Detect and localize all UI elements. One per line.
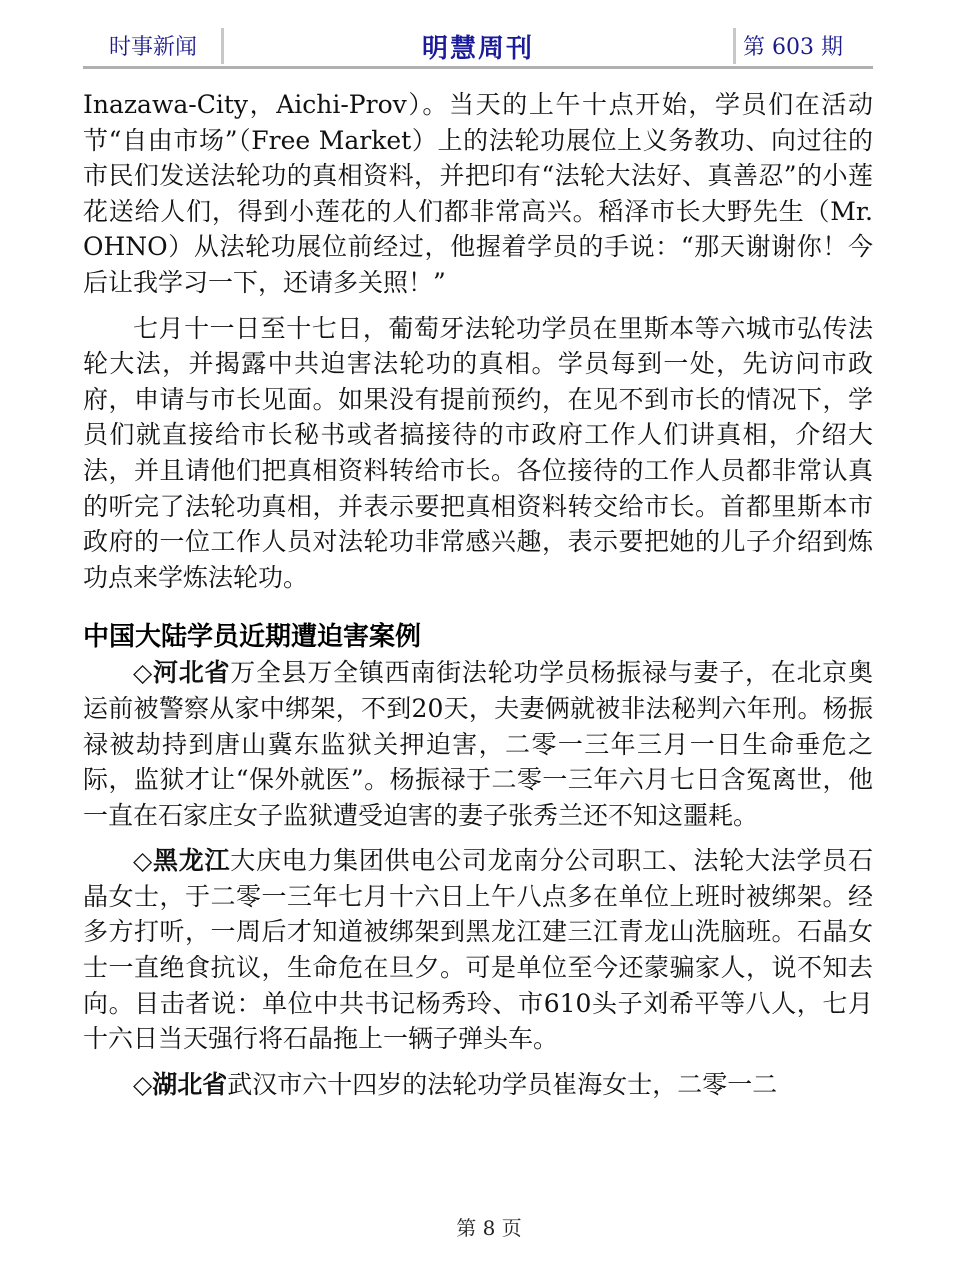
header-rule [83, 66, 873, 69]
paragraph: Inazawa-City，Aichi-Prov）。当天的上午十点开始，学员们在活动节“自由市场”（Free Market）上的法轮功展位上义务教功、向过往的市民们发送法轮功的真相资料，并把印有“法轮大法好、真善忍”的小莲花送给人们，得到小莲花的人们都非常高兴。稻泽市长大野先生（Mr. OHNO）从法轮功展位前经过，他握着学员的手说：“那天谢谢你！今后让我学习一下，还请多关照！” [83, 90, 873, 297]
province-label: 黑龙江 [152, 846, 231, 876]
case-paragraph [83, 655, 873, 833]
province-label: 河北省 [152, 658, 231, 688]
publication-title: 明慧周刊 [421, 34, 534, 64]
page-header [83, 26, 873, 66]
page-number: 第 8 页 [456, 1216, 522, 1240]
issue-number: 第 603 期 [743, 35, 843, 60]
case-text: 万全县万全镇西南街法轮功学员杨振禄与妻子，在北京奥运前被警察从家中绑架，不到20天，夫妻俩就被非法秘判六年刑。杨振禄被劫持到唐山冀东监狱关押迫害，二零一三年三月一日生命垂危之际，监狱才让“保外就医”。杨振禄于二零一三年六月七日含冤离世，他一直在石家庄女子监狱遭受迫害的妻子张秀兰还不知这噩耗。 [83, 658, 873, 830]
case-paragraph [83, 843, 873, 1057]
diamond-icon: ◇ [133, 1069, 153, 1099]
header-divider [733, 28, 736, 64]
case-paragraph [83, 1067, 873, 1103]
diamond-icon: ◇ [133, 658, 153, 688]
header-section-label: 时事新闻 [109, 35, 198, 60]
diamond-icon: ◇ [133, 846, 153, 876]
case-text: 武汉市六十四岁的法轮功学员崔海女士，二零一二 [227, 1069, 778, 1099]
province-label: 湖北省 [152, 1069, 228, 1099]
paragraph: 七月十一日至十七日，葡萄牙法轮功学员在里斯本等六城市弘传法轮大法，并揭露中共迫害法轮功的真相。学员每到一处，先访问市政府，申请与市长见面。如果没有提前预约，在见不到市长的情况下，学员们就直接给市长秘书或者搞接待的市政府工作人们讲真相，介绍大法，并且请他们把真相资料转给市长。各位接待的工作人员都非常认真的听完了法轮功真相，并表示要把真相资料转交给市长。首都里斯本市政府的一位工作人员对法轮功非常感兴趣，表示要把她的儿子介绍到炼功点来学炼法轮功。 [83, 313, 873, 592]
section-heading: 中国大陆学员近期遭迫害案例 [83, 622, 422, 653]
article-body [83, 87, 873, 1102]
case-text: 大庆电力集团供电公司龙南分公司职工、法轮大法学员石晶女士，于二零一三年七月十六日上午八点多在单位上班时被绑架。经多方打听，一周后才知道被绑架到黑龙江建三江青龙山洗脑班。石晶女士一直绝食抗议，生命危在旦夕。可是单位至今还蒙骗家人，说不知去向。目击者说：单位中共书记杨秀玲、市610头子刘希平等八人，七月十六日当天强行将石晶拖上一辆子弹头车。 [83, 846, 873, 1054]
